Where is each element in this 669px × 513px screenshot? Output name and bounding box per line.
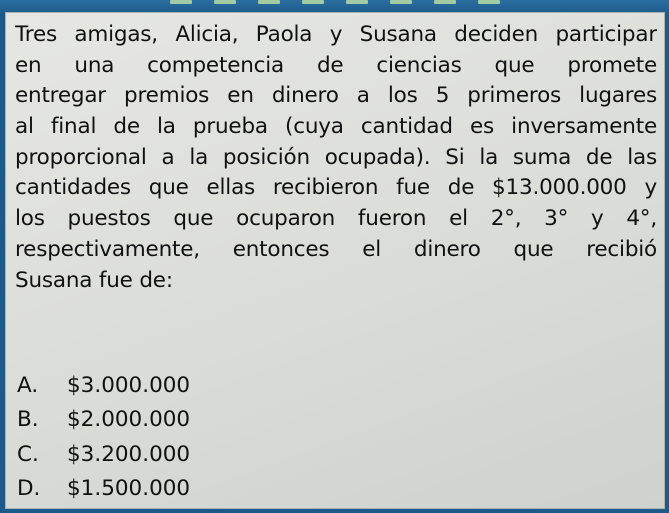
header-dash [302, 0, 324, 4]
header-dash [258, 0, 280, 4]
header-decoration [170, 0, 500, 8]
option-b[interactable] [17, 403, 190, 437]
header-dash [214, 0, 236, 4]
option-letter: D. [17, 476, 41, 502]
option-value: $3.000.000 [67, 373, 191, 398]
option-a[interactable] [17, 369, 190, 403]
question-line: entregar premios en dinero a los 5 primeros lugares [15, 83, 657, 109]
header-dash [478, 0, 500, 4]
header-dash [390, 0, 412, 4]
option-letter: C. [17, 441, 39, 467]
header-dash [170, 0, 192, 4]
option-value: $2.000.000 [67, 407, 191, 433]
question-line: al final de la prueba (cuya cantidad es inversamente [15, 114, 657, 140]
answer-options [17, 369, 190, 507]
option-letter: B. [17, 407, 39, 433]
option-value: $3.200.000 [67, 441, 191, 467]
option-value: $1.500.000 [67, 476, 191, 502]
question-line: en una competencia de ciencias que promete [15, 52, 657, 78]
header-dash [434, 0, 456, 4]
question-line: respectivamente, entonces el dinero que recibió [15, 236, 657, 262]
question-line: cantidades que ellas recibieron fue de $13.000.000 y [15, 175, 657, 201]
option-c[interactable] [17, 438, 190, 472]
question-line: Susana fue de: [15, 267, 173, 293]
option-d[interactable] [17, 472, 190, 506]
question-card [5, 12, 665, 509]
question-line: los puestos que ocuparon fueron el 2°, 3° y 4°, [15, 206, 657, 232]
question-line: proporcional a la posición ocupada). Si la suma de las [15, 144, 657, 170]
option-letter: A. [17, 373, 39, 398]
header-dash [346, 0, 368, 4]
question-line: Tres amigas, Alicia, Paola y Susana deciden participar [15, 22, 657, 47]
question-text [15, 20, 657, 296]
